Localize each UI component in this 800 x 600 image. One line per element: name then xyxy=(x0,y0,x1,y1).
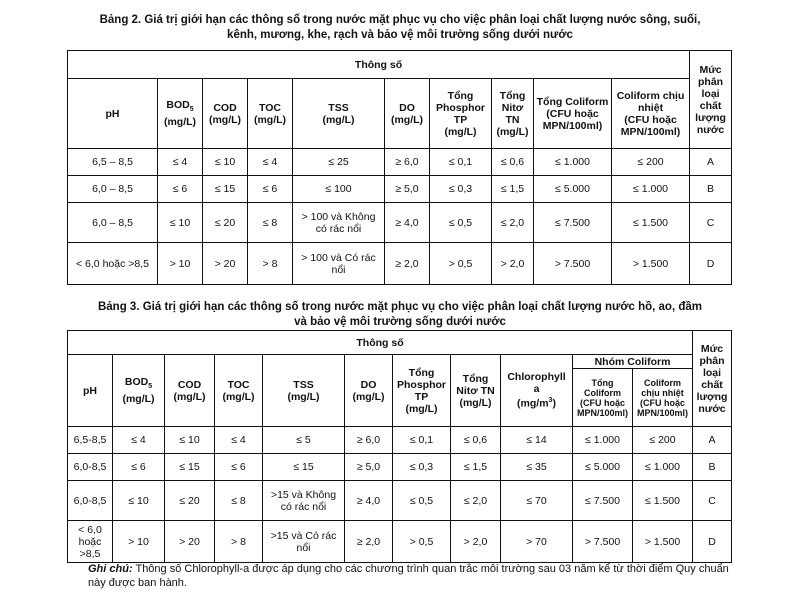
table2-caption-line1: Bảng 2. Giá trị giới hạn các thông số trong nước mặt phục vụ cho việc phân loại chất lượng nước sông, suối, xyxy=(99,14,701,26)
table2-cell: ≥ 2,0 xyxy=(385,243,430,285)
table3-cell: ≤ 6 xyxy=(113,454,165,481)
table2-header-coliform-heat-unit: (CFU hoặc MPN/100ml) xyxy=(620,113,681,138)
table3-cell: ≤ 200 xyxy=(633,427,693,454)
table3-cell: 6,0-8,5 xyxy=(68,481,113,521)
table2-header-tp-unit: (mg/L) xyxy=(444,125,477,138)
table2-row xyxy=(68,243,732,285)
table3-header-coliform xyxy=(573,369,633,427)
table2-header-coliform-heat-name: Coliform chịu nhiệt xyxy=(616,89,685,114)
table3-cell: ≤ 0,5 xyxy=(393,481,451,521)
table3-cell: > 0,5 xyxy=(393,521,451,563)
table2-caption xyxy=(20,13,780,43)
table3-header-chlorophyll xyxy=(501,355,573,427)
table2-header-toc-name: TOC xyxy=(259,101,281,114)
table2-cell: > 7.500 xyxy=(534,243,612,285)
table3-cell: ≤ 7.500 xyxy=(573,481,633,521)
table2-cell: ≤ 4 xyxy=(248,149,293,176)
table3-cell-level: C xyxy=(693,481,732,521)
table3-cell: > 20 xyxy=(165,521,215,563)
table3-cell: > 7.500 xyxy=(573,521,633,563)
table3-cell: ≤ 1.000 xyxy=(573,427,633,454)
table3-header-chl-unit: (mg/m xyxy=(517,397,549,410)
table3-cell: ≤ 70 xyxy=(501,481,573,521)
table3-cell: ≤ 5.000 xyxy=(573,454,633,481)
table3-cell: ≤ 10 xyxy=(165,427,215,454)
table3-header-bod-unit: (mg/L) xyxy=(122,393,155,406)
table2-row xyxy=(68,149,732,176)
table3-header-tp xyxy=(393,355,451,427)
table3-cell: < 6,0 hoặc >8,5 xyxy=(68,521,113,563)
table2-header-tss xyxy=(293,79,385,149)
table3-cell: ≤ 4 xyxy=(113,427,165,454)
footnote-lead: Ghi chú: xyxy=(88,563,133,575)
table3-header-bod xyxy=(113,355,165,427)
table2-cell: > 0,5 xyxy=(430,243,492,285)
table2-cell: > 10 xyxy=(158,243,203,285)
table3-cell: ≤ 14 xyxy=(501,427,573,454)
table3-cell: ≤ 1,5 xyxy=(451,454,501,481)
table2-header-cod-unit: (mg/L) xyxy=(208,113,242,126)
table2-cell: ≤ 25 xyxy=(293,149,385,176)
table2-header-tss-name: TSS xyxy=(328,101,349,114)
table2-header-coliform-heat xyxy=(612,79,690,149)
table3-cell: ≤ 1.000 xyxy=(633,454,693,481)
table3-cell-level: A xyxy=(693,427,732,454)
table3-cell: >15 và Không có rác nổi xyxy=(263,481,345,521)
table2-cell: 6,5 – 8,5 xyxy=(68,149,158,176)
table2-cell-level: A xyxy=(690,149,732,176)
table3-header-toc-unit: (mg/L) xyxy=(222,390,255,403)
table2-header-bod-unit: (mg/L) xyxy=(163,116,197,129)
table2-cell: ≤ 6 xyxy=(248,176,293,203)
table3-coliform-group: Nhóm Coliform xyxy=(573,355,693,369)
table2-cell: 6,0 – 8,5 xyxy=(68,203,158,243)
table2-cell: ≤ 10 xyxy=(203,149,248,176)
table3-cell: ≤ 6 xyxy=(215,454,263,481)
table2-cell: > 100 và Có rác nổi xyxy=(293,243,385,285)
table3-header-coliform-heat-name: Coliform chịu nhiệt xyxy=(641,377,684,398)
table3-cell: 6,0-8,5 xyxy=(68,454,113,481)
table3-cell: ≥ 5,0 xyxy=(345,454,393,481)
table3-cell: ≤ 0,3 xyxy=(393,454,451,481)
table2-cell-level: C xyxy=(690,203,732,243)
table2-cell: ≤ 10 xyxy=(158,203,203,243)
table3-header-toc xyxy=(215,355,263,427)
table2-cell: > 8 xyxy=(248,243,293,285)
table2-header-bod xyxy=(158,79,203,149)
table3-cell: >15 và Có rác nổi xyxy=(263,521,345,563)
table2-cell-level: B xyxy=(690,176,732,203)
table2-cell: ≤ 1.500 xyxy=(612,203,690,243)
table3-header-do xyxy=(345,355,393,427)
table2-cell: ≤ 6 xyxy=(158,176,203,203)
table3-cell: > 8 xyxy=(215,521,263,563)
table2-cell: ≤ 2,0 xyxy=(492,203,534,243)
table2-level-header: Mức phân loại chất lượng nước xyxy=(690,51,732,149)
table3-header-chl-close: ) xyxy=(552,397,556,410)
table3-header-tp-name: Tổng Phosphor TP xyxy=(397,366,446,403)
table2-header-do-name: DO xyxy=(399,101,415,114)
table2-caption-line2: kênh, mương, khe, rạch và bảo vệ môi trường sống dưới nước xyxy=(227,29,573,41)
table3-caption-line1: Bảng 3. Giá trị giới hạn các thông số trong nước mặt phục vụ cho việc phân loại chất lượng nước hồ, ao, đầm xyxy=(97,301,702,313)
table3-cell: ≤ 0,6 xyxy=(451,427,501,454)
table2-header-coliform xyxy=(534,79,612,149)
table2-cell: ≤ 8 xyxy=(248,203,293,243)
table3-cell: ≤ 10 xyxy=(113,481,165,521)
table3-cell: ≤ 8 xyxy=(215,481,263,521)
table2-cell: ≤ 1.000 xyxy=(612,176,690,203)
table2-header-tp-name: Tổng Phosphor TP xyxy=(436,89,485,126)
table2-cell: ≥ 6,0 xyxy=(385,149,430,176)
table3-caption xyxy=(20,300,780,330)
table3-cell: ≥ 2,0 xyxy=(345,521,393,563)
table3-cell: ≥ 4,0 xyxy=(345,481,393,521)
table3-header-tss xyxy=(263,355,345,427)
table2-row xyxy=(68,203,732,243)
table3-cell: ≤ 15 xyxy=(263,454,345,481)
table3-header-tn-unit: (mg/L) xyxy=(459,396,492,409)
table3-header-cod xyxy=(165,355,215,427)
table2-group-header: Thông số xyxy=(68,51,690,79)
table2-header-bod-sub: 5 xyxy=(189,106,194,114)
table3-cell: > 2,0 xyxy=(451,521,501,563)
table2-header-tn-unit: (mg/L) xyxy=(496,125,529,138)
table2-cell: ≤ 0,5 xyxy=(430,203,492,243)
table3-header-cod-name: COD xyxy=(177,378,202,391)
footnote-text: Thông số Chlorophyll-a được áp dụng cho các chương trình quan trắc môi trường sau 03 năm kể từ thời điểm Quy chuẩn này được ban hành. xyxy=(88,563,729,589)
table3-row xyxy=(68,521,732,563)
table3-cell: > 70 xyxy=(501,521,573,563)
table2-cell: > 2,0 xyxy=(492,243,534,285)
table2-cell: < 6,0 hoặc >8,5 xyxy=(68,243,158,285)
table3-header-tp-unit: (mg/L) xyxy=(405,402,438,415)
table3-cell: ≤ 20 xyxy=(165,481,215,521)
table3-header-tn xyxy=(451,355,501,427)
table2-cell: ≤ 1,5 xyxy=(492,176,534,203)
table2-header-do xyxy=(385,79,430,149)
table3-header-tn-name: Tổng Nitơ TN xyxy=(456,372,495,397)
footnote xyxy=(88,562,738,590)
table3-cell: ≤ 5 xyxy=(263,427,345,454)
table2-header-cod xyxy=(203,79,248,149)
table3-level-header: Mức phân loại chất lượng nước xyxy=(693,331,732,427)
table3-header-do-name: DO xyxy=(360,378,377,391)
table2-cell: > 1.500 xyxy=(612,243,690,285)
table3-header-coliform-heat-unit: (CFU hoặc MPN/100ml) xyxy=(636,397,689,418)
table3-cell-level: D xyxy=(693,521,732,563)
table3-caption-line2: và bảo vệ môi trường sống dưới nước xyxy=(294,316,506,328)
table2-cell: ≤ 0,6 xyxy=(492,149,534,176)
table3-cell: > 10 xyxy=(113,521,165,563)
table3-header-coliform-heat xyxy=(633,369,693,427)
table2-header-coliform-unit: (CFU hoặc MPN/100ml) xyxy=(542,107,603,132)
table2-cell: > 100 và Không có rác nổi xyxy=(293,203,385,243)
table3-cell: ≤ 35 xyxy=(501,454,573,481)
table3-row xyxy=(68,454,732,481)
table3-cell: ≤ 15 xyxy=(165,454,215,481)
table3-header-toc-name: TOC xyxy=(227,378,250,391)
table3-header-tss-name: TSS xyxy=(293,378,314,391)
table2-header-toc-unit: (mg/L) xyxy=(253,113,287,126)
table2-header-tn xyxy=(492,79,534,149)
table2-cell: ≤ 0,1 xyxy=(430,149,492,176)
table3-header-coliform-unit: (CFU hoặc MPN/100ml) xyxy=(576,397,629,418)
table2-cell: > 20 xyxy=(203,243,248,285)
table2-cell: ≥ 4,0 xyxy=(385,203,430,243)
table3-cell: ≤ 1.500 xyxy=(633,481,693,521)
table3-header-chl-sup: 3 xyxy=(548,397,553,405)
table3-row xyxy=(68,481,732,521)
table2-header-tss-unit: (mg/L) xyxy=(322,113,355,126)
table2-header-cod-name: COD xyxy=(213,101,237,114)
table3-cell: 6,5-8,5 xyxy=(68,427,113,454)
table2-header-tp xyxy=(430,79,492,149)
table2-header-coliform-name: Tổng Coliform xyxy=(536,95,609,108)
table3-cell: ≤ 2,0 xyxy=(451,481,501,521)
table3-cell: ≥ 6,0 xyxy=(345,427,393,454)
table2-cell: 6,0 – 8,5 xyxy=(68,176,158,203)
table3-cell: ≤ 0,1 xyxy=(393,427,451,454)
table2-cell: ≤ 15 xyxy=(203,176,248,203)
table2-cell: ≤ 200 xyxy=(612,149,690,176)
table3-cell: > 1.500 xyxy=(633,521,693,563)
table3-header-tss-unit: (mg/L) xyxy=(287,390,320,403)
table2-header-do-unit: (mg/L) xyxy=(390,113,424,126)
table3-header-coliform-name: Tổng Coliform xyxy=(584,377,621,398)
table3-header-do-unit: (mg/L) xyxy=(352,390,385,403)
table3-row xyxy=(68,427,732,454)
table2-cell: ≤ 1.000 xyxy=(534,149,612,176)
table2-cell-level: D xyxy=(690,243,732,285)
table2-row xyxy=(68,176,732,203)
table2-cell: ≤ 4 xyxy=(158,149,203,176)
table2-cell: ≥ 5,0 xyxy=(385,176,430,203)
table3-header-bod-name: BOD xyxy=(124,375,149,388)
table3-header-bod-sub: 5 xyxy=(148,383,153,391)
table2-cell: ≤ 5.000 xyxy=(534,176,612,203)
table2 xyxy=(67,50,732,285)
table2-cell: ≤ 7.500 xyxy=(534,203,612,243)
table3-cell-level: B xyxy=(693,454,732,481)
table3-header-chl-name: Chlorophyll a xyxy=(507,371,566,396)
table3-header-cod-unit: (mg/L) xyxy=(173,390,206,403)
table2-cell: ≤ 100 xyxy=(293,176,385,203)
table2-cell: ≤ 20 xyxy=(203,203,248,243)
table2-header-tn-name: Tổng Nitơ TN xyxy=(499,89,526,126)
table3-group-header: Thông số xyxy=(68,331,693,355)
table2-header-ph: pH xyxy=(68,79,158,149)
table2-cell: ≤ 0,3 xyxy=(430,176,492,203)
table3 xyxy=(67,330,732,563)
table2-header-bod-name: BOD xyxy=(166,98,190,111)
table3-header-ph: pH xyxy=(68,355,113,427)
table3-cell: ≤ 4 xyxy=(215,427,263,454)
table2-header-toc xyxy=(248,79,293,149)
